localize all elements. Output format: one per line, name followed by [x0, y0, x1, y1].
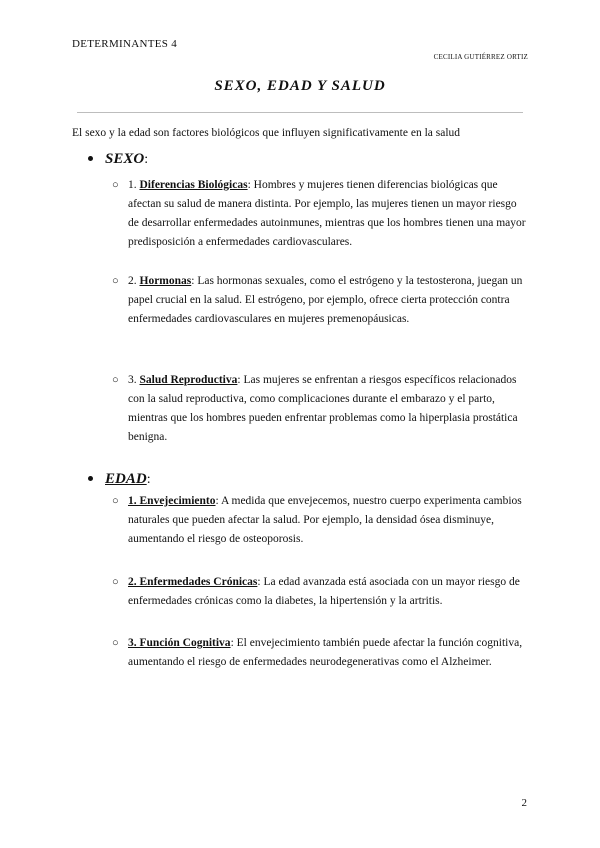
bullet-icon [88, 476, 93, 481]
list-item [112, 371, 528, 447]
document-title: SEXO, EDAD Y SALUD [214, 78, 386, 94]
item-number: 3. [128, 374, 140, 386]
section-edad-heading [88, 470, 151, 488]
circle-bullet-icon: ○ [112, 637, 119, 649]
item-text: : El envejecimiento también puede afectar la función cognitiva, aumentando el riesgo de enfermedades neurodegenerativas como el Alzheimer. [128, 637, 523, 668]
list-item [112, 573, 528, 611]
page-header-left: DETERMINANTES 4 [72, 38, 178, 50]
page-header-right: CECILIA GUTIÉRREZ ORTIZ [433, 53, 528, 61]
title-divider [77, 112, 523, 113]
circle-bullet-icon: ○ [112, 374, 119, 386]
item-text: : Hombres y mujeres tienen diferencias biológicas que afectan su salud de manera distinta. Por ejemplo, las mujeres tienen un mayor riesgo de desarrollar enfermedades autoinmunes, mientras que los hombres tienen una mayor predisposición a enfermedades cardiovasculares. [128, 179, 526, 248]
section-title: SEXO [105, 151, 145, 167]
circle-bullet-icon: ○ [112, 495, 119, 507]
item-term: Diferencias Biológicas [139, 179, 248, 191]
item-term: Salud Reproductiva [139, 374, 238, 386]
section-colon: : [146, 472, 151, 487]
list-item [112, 634, 528, 672]
section-sexo-heading [88, 150, 148, 168]
item-text: : La edad avanzada está asociada con un mayor riesgo de enfermedades crónicas como la diabetes, la hipertensión y la artritis. [128, 576, 520, 607]
item-text: : A medida que envejecemos, nuestro cuerpo experimenta cambios naturales que pueden afectar la salud. Por ejemplo, la densidad ósea disminuye, aumentando el riesgo de osteoporosis. [128, 495, 522, 545]
section-colon: : [144, 152, 149, 167]
section-title: EDAD [105, 471, 147, 487]
item-text: : Las mujeres se enfrentan a riesgos específicos relacionados con la salud reproductiva, como complicaciones durante el embarazo y el parto, mientras que los hombres pueden enfrentar problemas como la hiperplasia prostática benigna. [128, 374, 518, 443]
list-item [112, 176, 528, 252]
list-item [112, 492, 528, 549]
page-number: 2 [521, 797, 527, 809]
item-term: Hormonas [139, 275, 192, 287]
bullet-icon [88, 156, 93, 161]
item-number: 2. [128, 275, 140, 287]
circle-bullet-icon: ○ [112, 275, 119, 287]
circle-bullet-icon: ○ [112, 179, 119, 191]
item-term: 3. Función Cognitiva [128, 637, 231, 649]
item-text: : Las hormonas sexuales, como el estrógeno y la testosterona, juegan un papel crucial en la salud. El estrógeno, por ejemplo, ofrece cierta protección contra enfermedades cardiovasculares en mujeres premenopáusicas. [128, 275, 523, 325]
intro-paragraph: El sexo y la edad son factores biológicos que influyen significativamente en la salud [72, 127, 461, 139]
circle-bullet-icon: ○ [112, 576, 119, 588]
item-term: 2. Enfermedades Crónicas [128, 576, 258, 588]
list-item [112, 272, 528, 329]
item-term: 1. Envejecimiento [128, 495, 216, 507]
item-number: 1. [128, 179, 140, 191]
